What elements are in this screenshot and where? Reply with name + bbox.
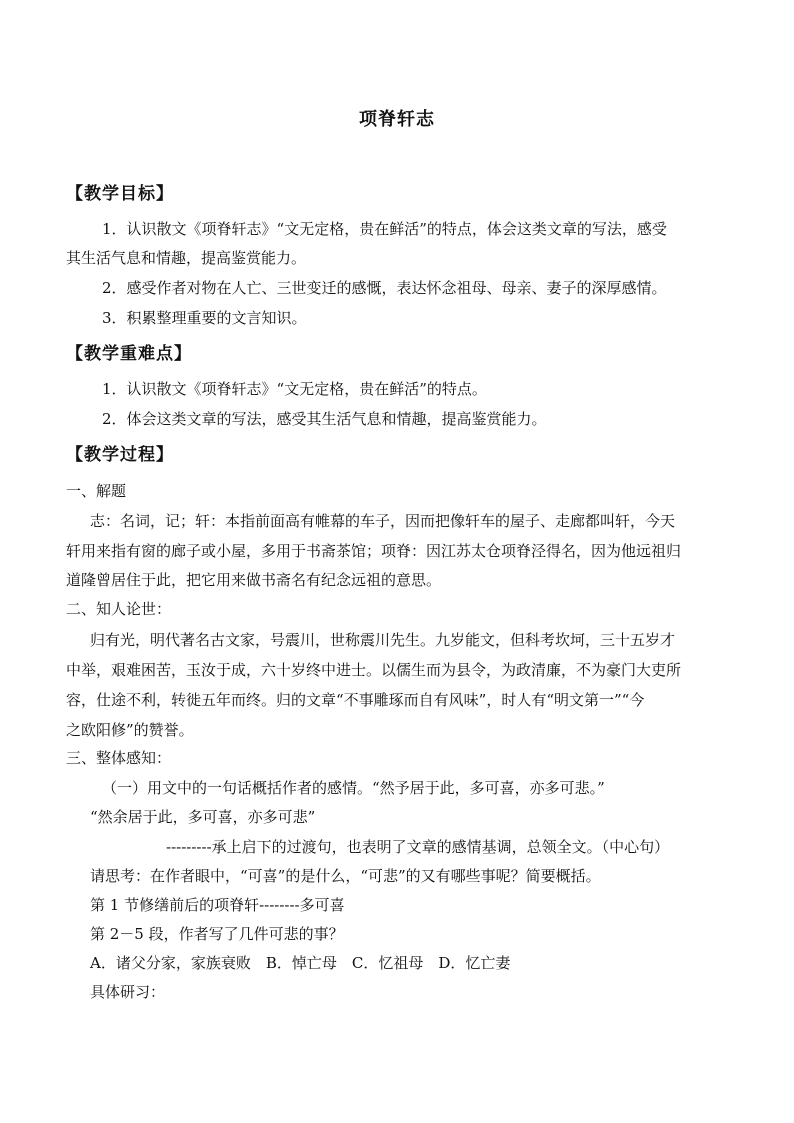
section2-label: 二、知人论世： — [66, 600, 172, 618]
goal-line-1: 1．认识散文《项脊轩志》“文无定格，贵在鲜活”的特点，体会这类文章的写法，感受 — [102, 220, 667, 238]
heading-key-points: 【教学重难点】 — [66, 344, 192, 364]
key-point-line-2: 2．体会这类文章的写法，感受其生活气息和情趣，提高鉴赏能力。 — [102, 410, 547, 428]
document-title: 项脊轩志 — [359, 109, 435, 130]
goal-line-4: 3．积累整理重要的文言知识。 — [102, 309, 307, 327]
section3-line-4: 请思考：在作者眼中，“可喜”的是什么，“可悲”的又有哪些事呢？简要概括。 — [90, 867, 601, 885]
section2-line-3: 容，仕途不利，转徙五年而终。归的文章“不事雕琢而自有风味”，时人有“明文第一”“今 — [66, 691, 645, 709]
section1-line-1: 志：名词，记；轩：本指前面高有帷幕的车子，因而把像轩车的屋子、走廊都叫轩，今天 — [90, 512, 676, 530]
section3-line-2: “然余居于此，多可喜，亦多可悲” — [90, 808, 316, 826]
heading-goals: 【教学目标】 — [66, 184, 174, 204]
section2-line-4: 之欧阳修”的赞誉。 — [66, 721, 194, 739]
section1-line-2: 轩用来指有窗的廊子或小屋，多用于书斋茶馆；项脊：因江苏太仓项脊泾得名，因为他远祖归 — [66, 542, 682, 560]
section1-line-3: 道隆曾居住于此，把它用来做书斋名有纪念远祖的意思。 — [66, 571, 442, 589]
section3-line-8: 具体研习： — [90, 983, 166, 1001]
section3-line-5: 第 1 节修缮前后的项脊轩--------多可喜 — [90, 896, 345, 914]
section3-line-3: ---------承上启下的过渡句，也表明了文章的感情基调，总领全文。（中心句） — [166, 838, 670, 856]
section3-line-1: （一）用文中的一句话概括作者的感情。“然予居于此，多可喜，亦多可悲。” — [102, 779, 605, 797]
key-point-line-1: 1．认识散文《项脊轩志》“文无定格，贵在鲜活”的特点。 — [102, 380, 487, 398]
section2-line-1: 归有光，明代著名古文家，号震川，世称震川先生。九岁能文，但科考坎坷，三十五岁才 — [90, 631, 676, 649]
document-page — [66, 0, 728, 1123]
section3-line-6: 第 2－5 段，作者写了几件可悲的事？ — [90, 925, 344, 943]
section3-line-7: A．诸父分家，家族衰败 B．悼亡母 C．忆祖母 D．忆亡妻 — [90, 954, 511, 972]
section2-line-2: 中举，艰难困苦，玉汝于成，六十岁终中进士。以儒生而为县令，为政清廉，不为豪门大吏所 — [66, 661, 682, 679]
goal-line-2: 其生活气息和情趣，提高鉴赏能力。 — [66, 249, 307, 267]
section1-label: 一、解题 — [66, 482, 127, 500]
section3-label: 三、整体感知： — [66, 749, 172, 767]
heading-process: 【教学过程】 — [66, 445, 174, 465]
goal-line-3: 2．感受作者对物在人亡、三世变迁的感慨，表达怀念祖母、母亲、妻子的深厚感情。 — [102, 279, 667, 297]
